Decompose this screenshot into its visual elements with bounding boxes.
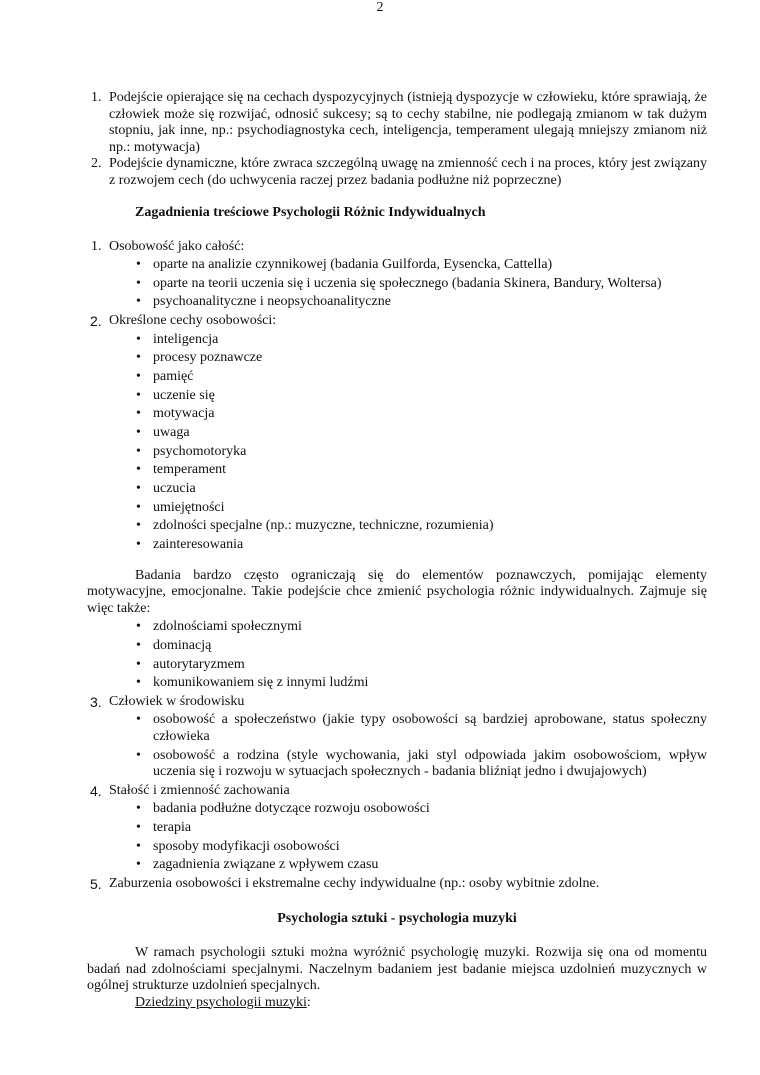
bullet-icon: • <box>136 637 141 653</box>
document-body <box>87 90 707 1011</box>
music-subheading-colon: : <box>306 994 311 1010</box>
item-text: Stałość i zmienność zachowania <box>109 782 290 798</box>
section-human-environment <box>87 694 707 781</box>
bullet-icon: • <box>136 838 141 854</box>
bullet-icon: • <box>136 350 141 366</box>
bullet-list <box>87 332 707 554</box>
music-subheading-line <box>87 995 707 1012</box>
list-item-text: zagadnienia związane z wpływem czasu <box>153 857 379 873</box>
music-subheading: Dziedziny psychologii muzyki <box>135 994 307 1010</box>
list-item <box>132 857 707 874</box>
bullet-icon: • <box>136 801 141 817</box>
list-item <box>132 537 707 554</box>
list-item-text: motywacja <box>153 406 215 422</box>
list-item <box>132 462 707 479</box>
approaches-list <box>87 90 707 189</box>
item-number: 2. <box>90 313 102 330</box>
bullet-icon: • <box>136 294 141 310</box>
list-item-text: uwaga <box>153 425 190 440</box>
item-number: 3. <box>90 693 102 710</box>
heading-individual-differences: Zagadnienia treściowe Psychologii Różnic Indywidualnych <box>135 205 486 220</box>
list-item <box>132 675 707 692</box>
bullet-icon: • <box>136 462 141 478</box>
bullet-icon: • <box>136 675 141 691</box>
list-item-text: autorytaryzmem <box>153 656 245 672</box>
list-item-text: terapia <box>153 819 192 835</box>
paragraph-research-limits: Badania bardzo często ograniczają się do elementów poznawczych, pomijając elementy motywacyjne, emocjonalne. Takie podejście chce zmienić psychologia różnic indywidualnych. Zajmuje się więc także: <box>87 567 707 616</box>
list-item-text: oparte na analizie czynnikowej (badania Guilforda, Eysencka, Cattella) <box>153 257 553 272</box>
list-item <box>132 619 707 636</box>
list-item <box>132 406 707 423</box>
item-number: 4. <box>90 782 102 799</box>
list-item <box>132 712 707 745</box>
list-item <box>132 350 707 367</box>
list-item <box>132 638 707 655</box>
paragraph-music-psychology: W ramach psychologii sztuki można wyróżnić psychologię muzyki. Rozwija się ona od momentu badań nad zdolnościami specjalnymi. Naczelnym badaniem jest badanie miejsca uzdolnień muzycznych w ogólnej strukturze uzdolnień specjalnych. <box>87 945 707 993</box>
list-item <box>132 801 707 818</box>
list-item <box>132 748 707 781</box>
bullet-icon: • <box>136 275 141 291</box>
item-text: Zaburzenia osobowości i ekstremalne cechy indywidualne (np.: osoby wybitnie zdolne. <box>109 876 600 891</box>
approach-item <box>87 90 707 156</box>
bullet-icon: • <box>136 857 141 873</box>
list-item <box>132 425 707 442</box>
section-personality-whole <box>87 239 707 311</box>
bullet-list <box>87 801 707 874</box>
item-number: 1. <box>91 90 102 105</box>
heading-art-music-psychology: Psychologia sztuki - psychologia muzyki <box>277 910 517 926</box>
list-item-text: procesy poznawcze <box>153 350 263 366</box>
item-text: Określone cechy osobowości: <box>109 313 277 329</box>
item-text: Podejście dynamiczne, które zwraca szczególną uwagę na zmienność cech i na proces, który jest związany z rozwojem cech (do uchwycenia raczej przez badania podłużne niż poprzeczne) <box>109 156 707 188</box>
list-item-text: osobowość a rodzina (style wychowania, jaki styl odpowiada jakim osobowościom, wpływ uczenia się i rozwoju w sytuacjach społecznych - badania bliźniąt jedno i dwujajowych) <box>153 747 707 780</box>
bullet-icon: • <box>136 619 141 635</box>
item-number: 5. <box>90 876 102 892</box>
list-item <box>132 276 707 293</box>
list-item <box>132 657 707 674</box>
section-heading <box>87 239 707 256</box>
list-item-text: badania podłużne dotyczące rozwoju osobowości <box>153 801 430 817</box>
bullet-list <box>87 257 707 311</box>
section-behavior-stability <box>87 783 707 874</box>
section-heading <box>87 783 707 800</box>
section-personality-disorders <box>87 876 707 893</box>
list-item-text: umiejętności <box>153 499 225 515</box>
list-item-text: psychoanalityczne i neopsychoanalityczne <box>153 294 391 310</box>
bullet-icon: • <box>136 537 141 553</box>
approach-item <box>87 156 707 189</box>
section-heading <box>87 876 707 893</box>
item-number: 1. <box>91 238 102 254</box>
list-item-text: uczenie się <box>153 387 215 403</box>
bullet-icon: • <box>136 257 141 272</box>
list-item <box>132 839 707 856</box>
list-item <box>132 500 707 517</box>
list-item-text: inteligencja <box>153 331 219 347</box>
bullet-icon: • <box>136 425 141 440</box>
item-number: 2. <box>91 156 102 171</box>
list-item <box>132 820 707 837</box>
list-item-text: dominacją <box>153 637 212 653</box>
list-item-text: osobowość a społeczeństwo (jakie typy osobowości są bardziej aprobowane, status społeczny człowieka <box>153 712 707 744</box>
item-text: Podejście opierające się na cechach dyspozycyjnych (istnieją dyspozycje w człowieku, które sprawiają, że człowiek może się rozwijać, odnosić sukcesy; są to cechy stabilne, nie podlegają zmianom w tak dużym stopniu, jak inne, np.: psychodiagnostyka cech, inteligencja, temperament ulegają mniejszy zmianom niż np.: motywacja) <box>109 90 707 155</box>
list-item-text: temperament <box>153 462 227 478</box>
list-item-text: sposoby modyfikacji osobowości <box>153 838 340 854</box>
list-item <box>132 294 707 311</box>
bullet-icon: • <box>136 656 141 672</box>
list-item-text: komunikowaniem się z innymi ludźmi <box>153 675 369 691</box>
bullet-icon: • <box>136 712 141 728</box>
bullet-icon: • <box>136 499 141 515</box>
list-item <box>132 444 707 461</box>
list-item-text: oparte na teorii uczenia się i uczenia się społecznego (badania Skinera, Bandury, Woltersa) <box>153 275 662 291</box>
section-heading <box>87 694 707 711</box>
list-item-text: psychomotoryka <box>153 443 247 459</box>
bullet-icon: • <box>136 331 141 347</box>
item-text: Człowiek w środowisku <box>109 693 245 709</box>
bullet-icon: • <box>136 481 141 497</box>
list-item-text: uczucia <box>153 481 196 497</box>
bullet-icon: • <box>136 406 141 422</box>
bullet-icon: • <box>136 387 141 403</box>
bullet-list <box>87 712 707 780</box>
page-number: 2 <box>376 0 384 15</box>
list-item-text: zdolnościami społecznymi <box>153 619 302 635</box>
section-heading <box>87 313 707 330</box>
list-item-text: zainteresowania <box>153 537 244 553</box>
item-text: Osobowość jako całość: <box>109 238 245 254</box>
list-item <box>132 518 707 535</box>
list-item <box>132 388 707 405</box>
bullet-icon: • <box>136 368 141 384</box>
list-item <box>132 481 707 498</box>
list-item <box>132 257 707 274</box>
list-item <box>132 332 707 349</box>
list-item <box>132 369 707 386</box>
bullet-icon: • <box>136 518 141 534</box>
bullet-icon: • <box>136 819 141 835</box>
list-item-text: zdolności specjalne (np.: muzyczne, techniczne, rozumienia) <box>153 518 494 534</box>
bullet-icon: • <box>136 443 141 459</box>
list-social-traits <box>87 619 707 692</box>
bullet-icon: • <box>136 747 141 763</box>
list-item-text: pamięć <box>153 368 194 384</box>
section-personality-traits <box>87 313 707 554</box>
